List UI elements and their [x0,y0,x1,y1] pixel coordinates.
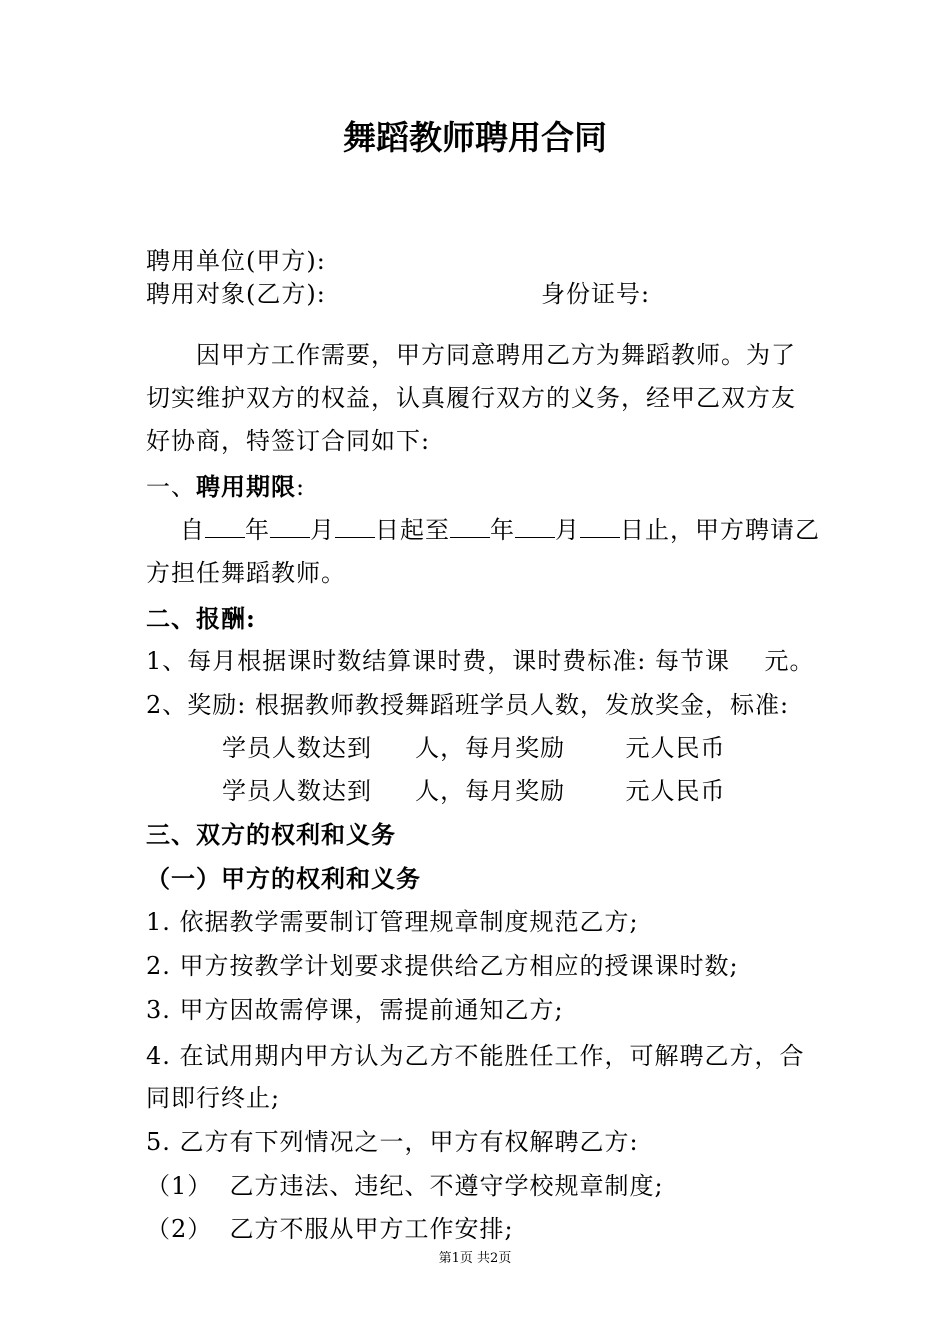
paragraph-line: 好协商，特签订合同如下: [146,427,431,455]
page-title: 舞蹈教师聘用合同 [343,118,607,157]
clause-line: （1） 乙方违法、违纪、不遵守学校规章制度; [146,1172,664,1200]
clause-line: 学员人数达到 人，每月奖励 元人民币 [222,777,726,805]
employee-field: 聘用对象(乙方): [146,280,326,308]
clause-line: 2、奖励: 根据教师教授舞蹈班学员人数，发放奖金，标准: [146,691,790,719]
clause-line: 1、每月根据课时数结算课时费，课时费标准: 每节课 元。 [146,647,815,675]
subsection-heading: （一）甲方的权利和义务 [146,864,421,893]
clause-line: （2） 乙方不服从甲方工作安排; [146,1215,514,1243]
clause-line: 4. 在试用期内甲方认为乙方不能胜任工作，可解聘乙方，合 [146,1042,805,1070]
clause-line: 3. 甲方因故需停课，需提前通知乙方; [146,996,564,1024]
page-number: 第1页 共2页 [438,1251,512,1266]
paragraph-line: 方担任舞蹈教师。 [146,559,346,587]
section-heading: 一、聘用期限: [146,472,306,501]
section-heading: 二、报酬: [146,604,256,633]
clause-line: 1. 依据教学需要制订管理规章制度规范乙方; [146,908,639,936]
id-number-field: 身份证号: [541,280,651,308]
clause-line: 学员人数达到 人，每月奖励 元人民币 [222,734,726,762]
paragraph-line: 因甲方工作需要，甲方同意聘用乙方为舞蹈教师。为了 [196,341,796,369]
paragraph-line: 切实维护双方的权益，认真履行双方的义务，经甲乙双方友 [146,384,796,412]
clause-line: 2. 甲方按教学计划要求提供给乙方相应的授课课时数; [146,952,739,980]
employer-field: 聘用单位(甲方): [146,247,326,275]
clause-line: 5. 乙方有下列情况之一，甲方有权解聘乙方: [146,1128,639,1156]
section-heading: 三、双方的权利和义务 [146,820,396,849]
clause-line: 同即行终止; [146,1084,281,1112]
term-line: 自 年 月 日起至 年 月 日止，甲方聘请乙 [180,516,820,544]
